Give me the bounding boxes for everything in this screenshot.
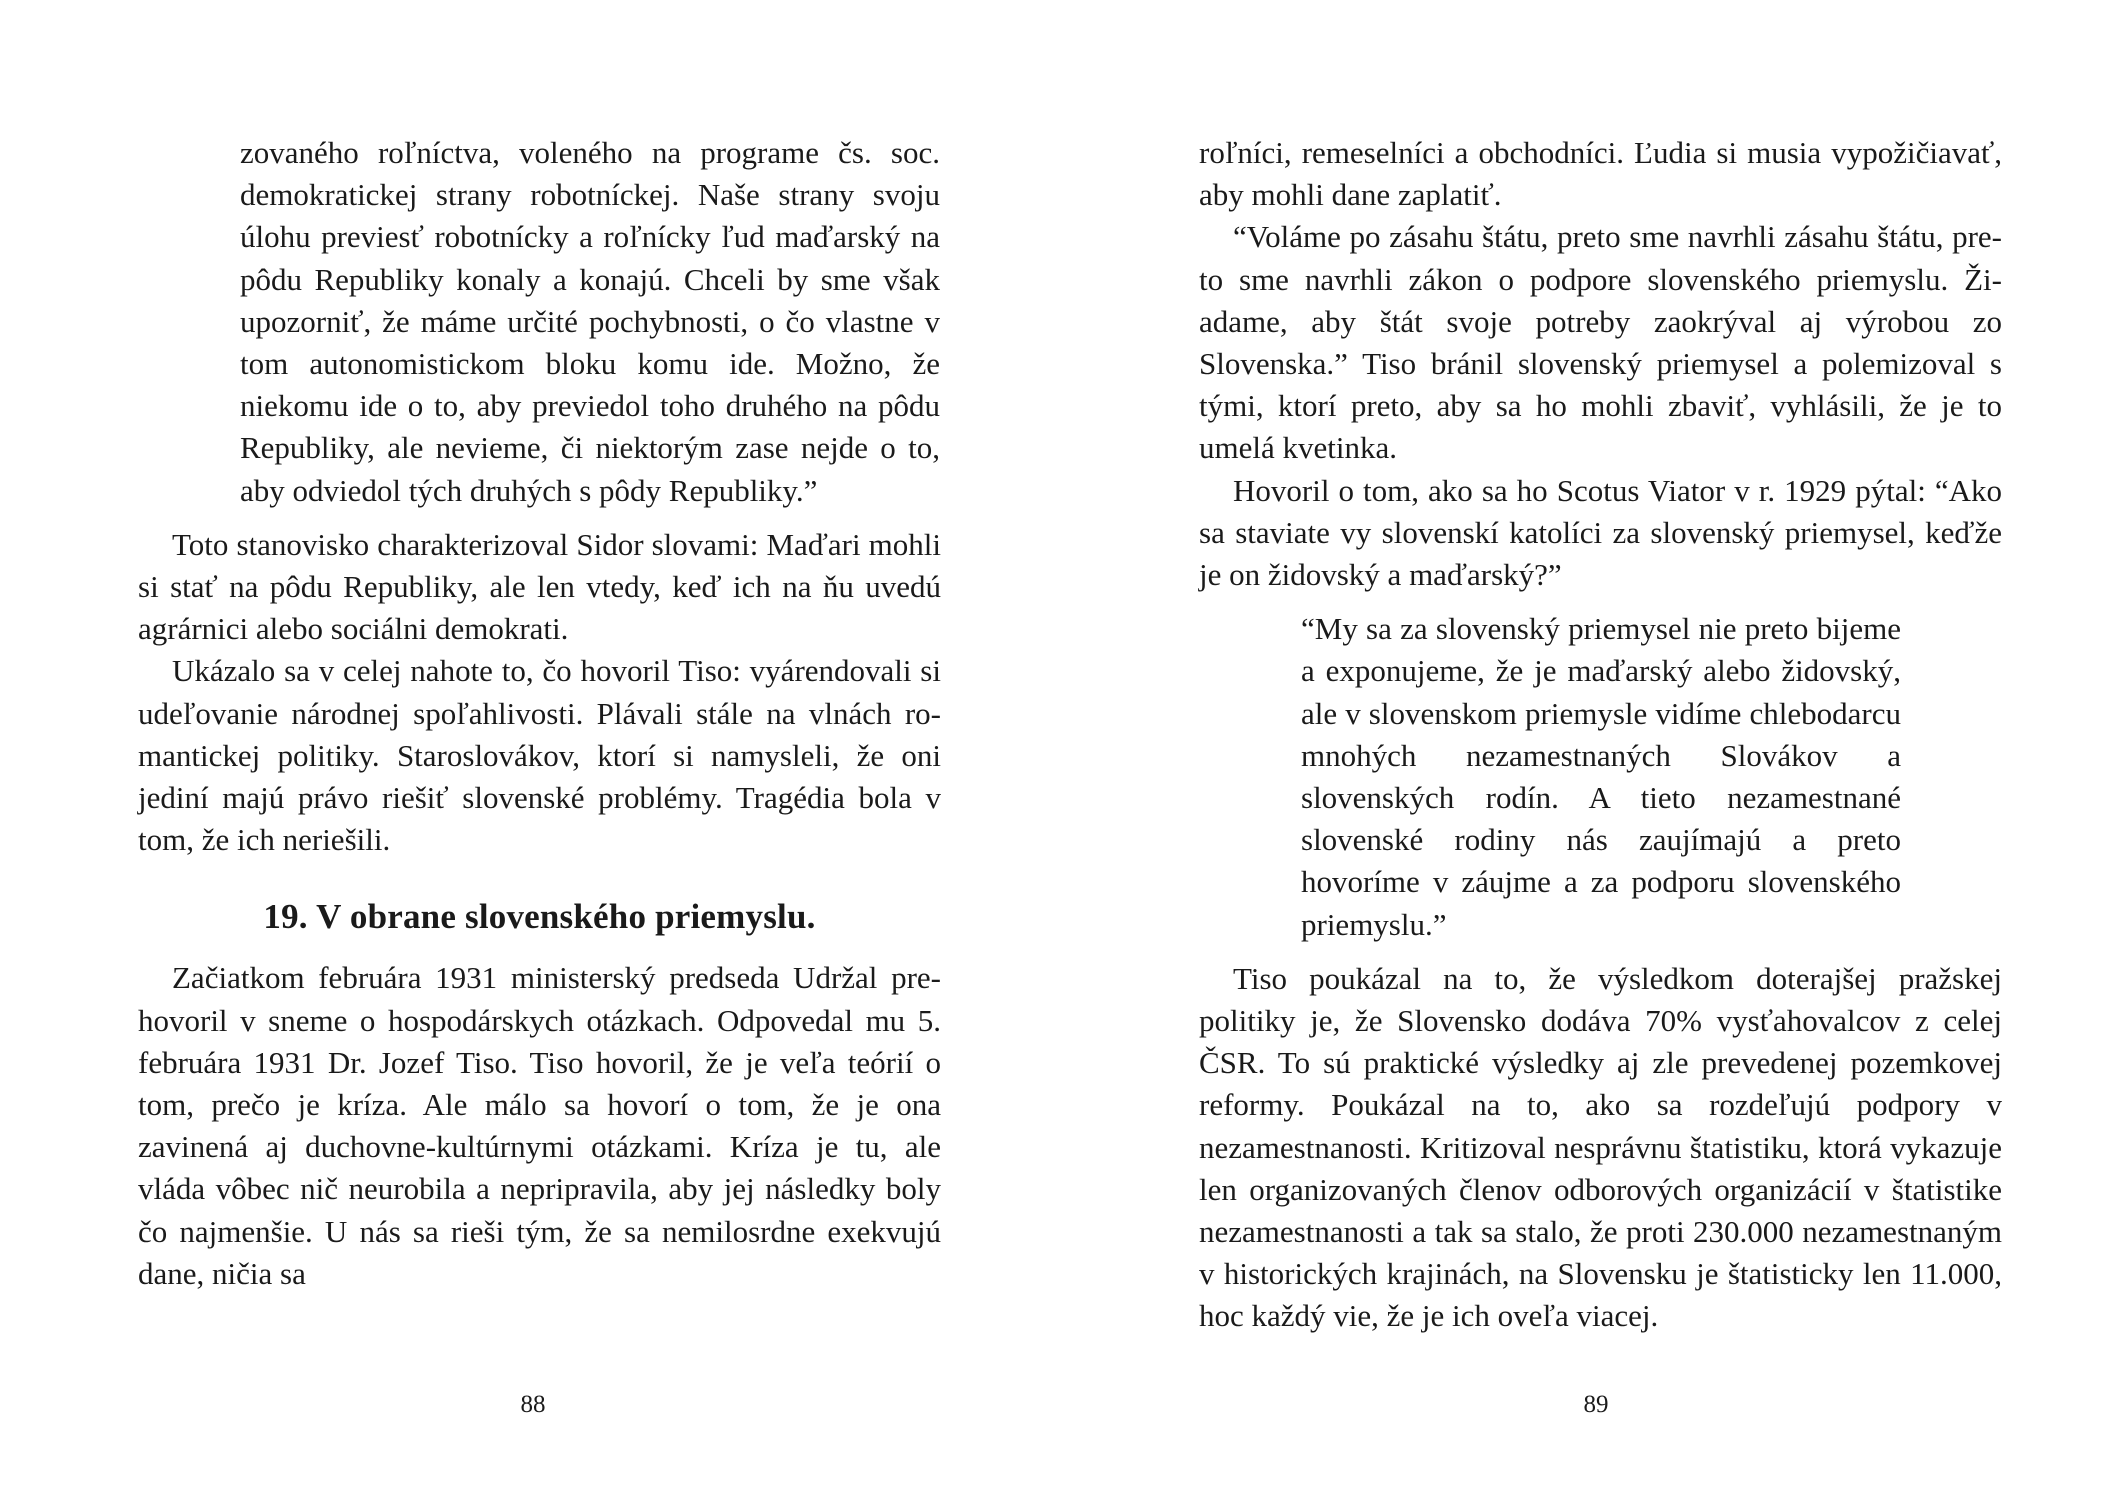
right-quote-paragraph: “My sa za slovenský priemysel nie preto bijeme a exponujeme, že je maďarský alebo židovský, ale v slovenskom priemysle vidíme chlebodarcu mnohých nezamestnaných Slovákov a slovenských rodín. A tieto nezamestnané slovenské rodiny nás zaujímajú a preto hovoríme v záujme a za podporu slovenského priemyslu.” [1301,611,1901,942]
left-paragraph: Začiatkom februára 1931 ministerský predseda Udržal prehovoril v sneme o hospodárskych otázkach. Odpovedal mu 5. februára 1931 Dr. Jozef Tiso. Tiso hovoril, že je veľa teórií o tom, prečo je kríza. Ale málo sa hovorí o tom, že je ona zavinená aj duchovne-kultúrnymi otázkami. Kríza je tu, ale vláda vôbec nič neurobila a nepripravila, aby jej následky boly čo najmenšie. U nás sa rieši tým, že sa nemilosrdne exekvujú dane, ničia sa [138,960,941,1291]
left-paragraph: Toto stanovisko charakterizoval Sidor slovami: Maďari mohli si stať na pôdu Republiky, ale len vtedy, keď ich na ňu uvedú agrárnici alebo sociálni demokrati. [138,526,941,647]
page-number-left: 88 [520,1391,546,1418]
right-paragraph: Hovoril o tom, ako sa ho Scotus Viator v r. 1929 pýtal: “Ako sa staviate vy slovenskí katolíci za slovenský priemysel, keďže je on židovský a maďarský?” [1199,472,2002,593]
right-page [1059,0,2118,1500]
left-paragraph: Ukázalo sa v celej nahote to, čo hovoril Tiso: vyárendovali si udeľovanie národnej spoľahlivosti. Plávali stále na vlnách romantickej politiky. Staroslovákov, ktorí si namysleli, že oni jediní majú právo riešiť slovenské problémy. Tragédia bola v tom, že ich neriešili. [138,653,941,858]
page-number-right: 89 [1583,1391,1609,1418]
right-paragraph: roľníci, remeselníci a obchodníci. Ľudia si musia vypožičiavať, aby mohli dane zaplatiť. [1199,135,2002,213]
left-quote-paragraph: zovaného roľníctva, voleného na programe čs. soc. demokratickej strany robotníckej. Naše strany svoju úlohu previesť robotnícky a roľnícky ľud maďarský na pôdu Republiky konaly a konajú. Chceli by sme však upozorniť, že máme určité pochybnosti, o čo vlastne v tom autonomistickom bloku komu ide. Možno, že niekomu ide o to, aby previedol toho druhého na pôdu Republiky, ale nevieme, či niektorým zase nejde o to, aby odviedol tých druhých s pôdy Republiky.” [240,135,940,508]
right-quote-block [1301,608,1901,946]
right-paragraph: “Voláme po zásahu štátu, preto sme navrhli zásahu štátu, preto sme navrhli zákon o podpore slovenského priemyslu. Žiadame, aby štát svoje potreby zaokrýval aj výrobou zo Slovenska.” Tiso bránil slovenský priemysel a polemizoval s tými, ktorí preto, aby sa ho mohli zbaviť, vyhlásili, že je to umelá kvetinka. [1199,219,2002,466]
section-heading: 19. V obrane slovenského priemyslu. [263,897,816,937]
right-page-text [1199,132,2002,1338]
left-quote-block [240,132,940,512]
right-paragraph: Tiso poukázal na to, že výsledkom doterajšej pražskej politiky je, že Slovensko dodáva 70% vysťahovalcov z celej ČSR. To sú praktické výsledky aj zle prevedenej pozemkovej reformy. Poukázal na to, ako sa rozdeľujú podpory v nezamestnanosti. Kritizoval nesprávnu štatistiku, ktorá vykazuje len organizovaných členov odborových organizácií v štatistike nezamestnanosti a tak sa stalo, že proti 230.000 nezamestnaným v historických krajinách, na Slovensku je štatisticky len 11.000, hoc každý vie, že je ich oveľa viacej. [1199,960,2002,1334]
left-page-text [138,132,941,1295]
